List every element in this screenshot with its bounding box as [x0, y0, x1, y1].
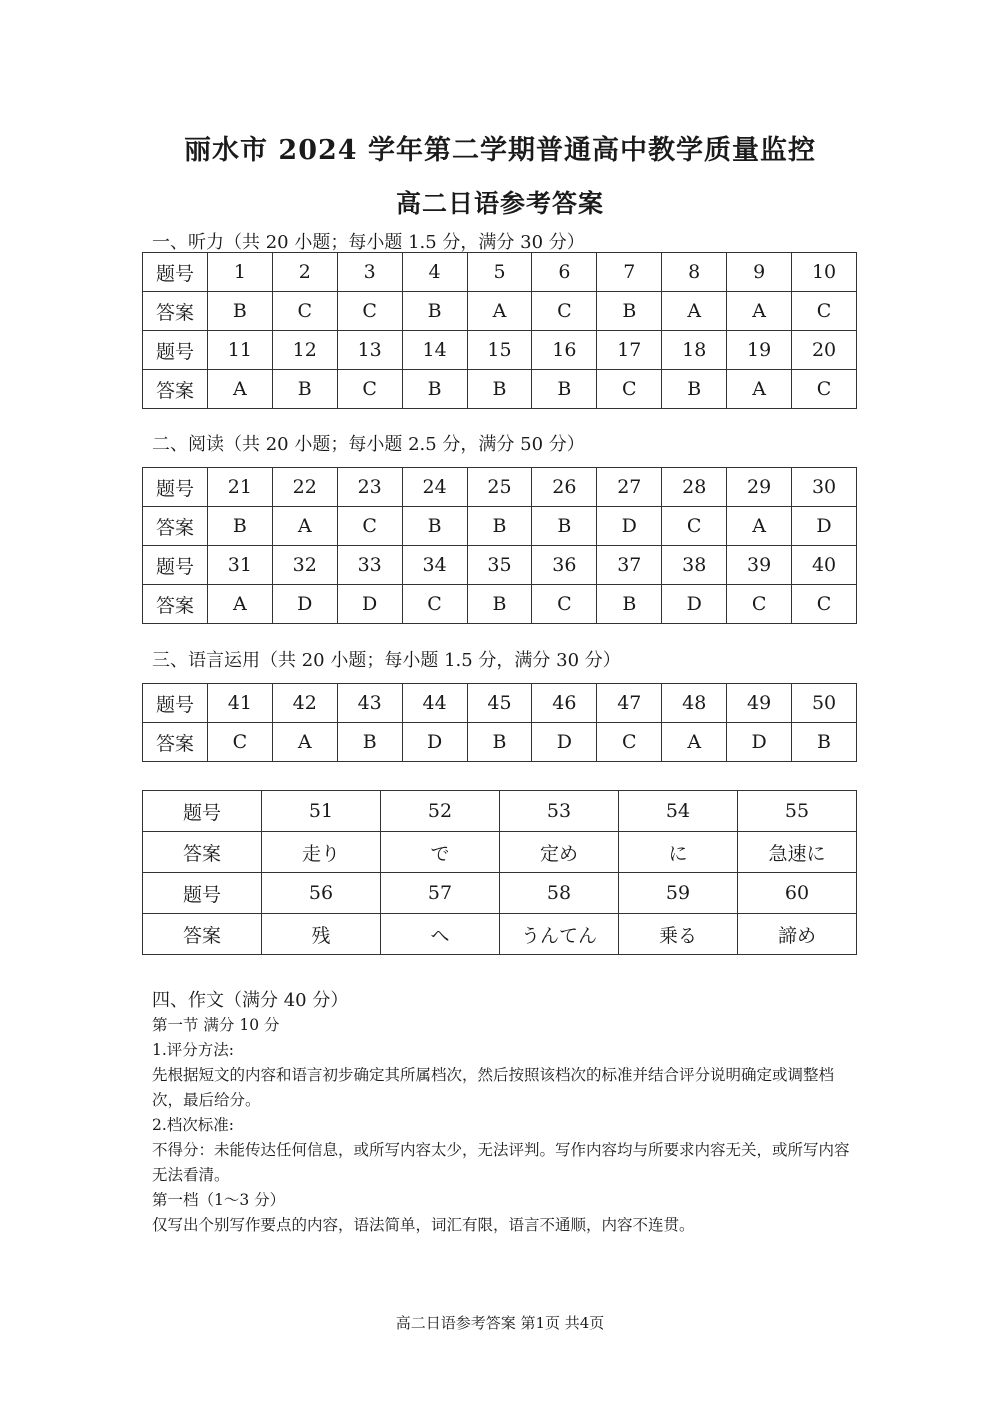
table-cell: 22 [272, 468, 337, 507]
table-cell: D [402, 723, 467, 762]
table-cell: 51 [262, 791, 381, 832]
table-cell: 30 [792, 468, 857, 507]
essay-scoring-text [152, 1013, 857, 1238]
table-cell: 53 [500, 791, 619, 832]
table-cell: B [467, 723, 532, 762]
table-cell: B [272, 370, 337, 409]
table-row [143, 546, 857, 585]
table-cell: C [337, 370, 402, 409]
table-cell: 57 [381, 873, 500, 914]
table-cell: A [207, 370, 272, 409]
table-cell: 4 [402, 253, 467, 292]
table-cell: 60 [738, 873, 857, 914]
table-cell: で [381, 832, 500, 873]
table-cell: D [792, 507, 857, 546]
table-cell: 9 [727, 253, 792, 292]
table-cell: 36 [532, 546, 597, 585]
table-cell: 20 [792, 331, 857, 370]
table-cell: A [727, 507, 792, 546]
table-cell: C [727, 585, 792, 624]
table-row [143, 468, 857, 507]
scoring-line: 2.档次标准: [152, 1116, 235, 1134]
table-cell: 21 [207, 468, 272, 507]
section4-heading: 四、作文（满分 40 分） [152, 990, 349, 1011]
table-cell: 5 [467, 253, 532, 292]
table-cell: C [402, 585, 467, 624]
table-cell: C [337, 292, 402, 331]
table-cell: 48 [662, 684, 727, 723]
listening-answer-table [142, 252, 857, 409]
section3-heading: 三、语言运用（共 20 小题；每小题 1.5 分，满分 30 分） [152, 650, 621, 671]
table-cell: 24 [402, 468, 467, 507]
table-cell: 12 [272, 331, 337, 370]
table-cell: C [207, 723, 272, 762]
table-cell: 15 [467, 331, 532, 370]
table-cell: 答案 [143, 832, 262, 873]
table-cell: 题号 [143, 331, 208, 370]
table-cell: 急速に [738, 832, 857, 873]
table-cell: 31 [207, 546, 272, 585]
scoring-line: 第一节 满分 10 分 [152, 1016, 280, 1034]
scoring-line: 第一档（1～3 分） [152, 1191, 286, 1209]
table-cell: 答案 [143, 914, 262, 955]
table-cell: B [207, 292, 272, 331]
table-cell: 19 [727, 331, 792, 370]
table-cell: 37 [597, 546, 662, 585]
table-row [143, 370, 857, 409]
table-cell: 54 [619, 791, 738, 832]
table-row [143, 791, 857, 832]
table-cell: 18 [662, 331, 727, 370]
section2-heading: 二、阅读（共 20 小题；每小题 2.5 分，满分 50 分） [152, 434, 585, 455]
table-cell: 35 [467, 546, 532, 585]
table-row [143, 914, 857, 955]
table-cell: B [662, 370, 727, 409]
scoring-line: 1.评分方法: [152, 1041, 235, 1059]
scoring-line: 仅写出个别写作要点的内容，语法简单，词汇有限，语言不通顺，内容不连贯。 [152, 1216, 695, 1234]
table-cell: D [337, 585, 402, 624]
table-cell: 25 [467, 468, 532, 507]
table-cell: B [597, 585, 662, 624]
table-cell: A [662, 292, 727, 331]
table-cell: 14 [402, 331, 467, 370]
table-cell: C [597, 723, 662, 762]
table-cell: 32 [272, 546, 337, 585]
table-cell: B [532, 507, 597, 546]
document-subtitle: 高二日语参考答案 [395, 189, 604, 218]
table-cell: 55 [738, 791, 857, 832]
table-cell: 50 [792, 684, 857, 723]
table-cell: 2 [272, 253, 337, 292]
table-cell: 3 [337, 253, 402, 292]
table-cell: 残 [262, 914, 381, 955]
table-row [143, 873, 857, 914]
table-cell: B [792, 723, 857, 762]
table-cell: 答案 [143, 507, 208, 546]
table-cell: 题号 [143, 468, 208, 507]
table-cell: 答案 [143, 723, 208, 762]
table-cell: 17 [597, 331, 662, 370]
table-cell: 23 [337, 468, 402, 507]
table-cell: に [619, 832, 738, 873]
table-cell: A [207, 585, 272, 624]
reading-answer-table [142, 467, 857, 624]
table-cell: 28 [662, 468, 727, 507]
table-cell: 41 [207, 684, 272, 723]
table-cell: C [792, 370, 857, 409]
table-cell: D [272, 585, 337, 624]
table-cell: 33 [337, 546, 402, 585]
table-cell: 7 [597, 253, 662, 292]
scoring-line: 先根据短文的内容和语言初步确定其所属档次，然后按照该档次的标准并结合评分说明确定或调整档次，最后给分。 [152, 1066, 835, 1109]
table-cell: B [337, 723, 402, 762]
table-cell: 1 [207, 253, 272, 292]
table-cell: D [532, 723, 597, 762]
table-row [143, 585, 857, 624]
table-cell: C [597, 370, 662, 409]
table-cell: 38 [662, 546, 727, 585]
table-cell: 29 [727, 468, 792, 507]
table-cell: 答案 [143, 292, 208, 331]
table-cell: 8 [662, 253, 727, 292]
table-cell: 题号 [143, 253, 208, 292]
table-cell: へ [381, 914, 500, 955]
table-cell: B [402, 292, 467, 331]
table-row [143, 832, 857, 873]
table-cell: 答案 [143, 585, 208, 624]
table-cell: 13 [337, 331, 402, 370]
scoring-line: 不得分：未能传达任何信息，或所写内容太少，无法评判。写作内容均与所要求内容无关，或所写内容无法看清。 [152, 1141, 850, 1184]
table-cell: A [467, 292, 532, 331]
table-cell: B [402, 370, 467, 409]
table-cell: 定め [500, 832, 619, 873]
table-cell: 44 [402, 684, 467, 723]
table-row [143, 507, 857, 546]
table-cell: 答案 [143, 370, 208, 409]
table-cell: 题号 [143, 684, 208, 723]
table-cell: B [207, 507, 272, 546]
table-cell: C [532, 585, 597, 624]
table-cell: C [532, 292, 597, 331]
table-cell: 11 [207, 331, 272, 370]
table-cell: 47 [597, 684, 662, 723]
table-cell: 諦め [738, 914, 857, 955]
table-cell: 题号 [143, 791, 262, 832]
table-cell: 乗る [619, 914, 738, 955]
table-cell: A [272, 723, 337, 762]
table-row [143, 292, 857, 331]
table-cell: C [792, 585, 857, 624]
table-cell: 26 [532, 468, 597, 507]
table-cell: 27 [597, 468, 662, 507]
table-cell: 45 [467, 684, 532, 723]
document-title: 丽水市 2024 学年第二学期普通高中教学质量监控 [184, 135, 816, 166]
table-cell: 56 [262, 873, 381, 914]
table-cell: B [467, 370, 532, 409]
table-cell: D [597, 507, 662, 546]
page-footer: 高二日语参考答案 第1页 共4页 [395, 1314, 605, 1332]
table-cell: 43 [337, 684, 402, 723]
table-cell: C [272, 292, 337, 331]
table-cell: 52 [381, 791, 500, 832]
table-cell: C [337, 507, 402, 546]
table-cell: B [467, 585, 532, 624]
language-answer-table [142, 683, 857, 762]
table-cell: 走り [262, 832, 381, 873]
table-row [143, 331, 857, 370]
table-cell: B [402, 507, 467, 546]
fill-in-answer-table [142, 790, 857, 955]
table-cell: 40 [792, 546, 857, 585]
table-cell: 46 [532, 684, 597, 723]
table-cell: 42 [272, 684, 337, 723]
table-cell: B [467, 507, 532, 546]
table-cell: 题号 [143, 546, 208, 585]
table-cell: D [662, 585, 727, 624]
table-cell: B [532, 370, 597, 409]
table-cell: C [662, 507, 727, 546]
section1-heading: 一、听力（共 20 小题；每小题 1.5 分，满分 30 分） [152, 232, 585, 253]
table-cell: 49 [727, 684, 792, 723]
table-row [143, 253, 857, 292]
table-cell: 16 [532, 331, 597, 370]
table-cell: A [727, 370, 792, 409]
table-cell: C [792, 292, 857, 331]
table-cell: 34 [402, 546, 467, 585]
table-cell: B [597, 292, 662, 331]
table-cell: 58 [500, 873, 619, 914]
table-cell: 39 [727, 546, 792, 585]
table-cell: 6 [532, 253, 597, 292]
table-cell: A [727, 292, 792, 331]
table-cell: 10 [792, 253, 857, 292]
table-cell: A [662, 723, 727, 762]
table-cell: 59 [619, 873, 738, 914]
table-cell: A [272, 507, 337, 546]
table-row [143, 723, 857, 762]
table-cell: うんてん [500, 914, 619, 955]
table-cell: D [727, 723, 792, 762]
table-row [143, 684, 857, 723]
table-cell: 题号 [143, 873, 262, 914]
